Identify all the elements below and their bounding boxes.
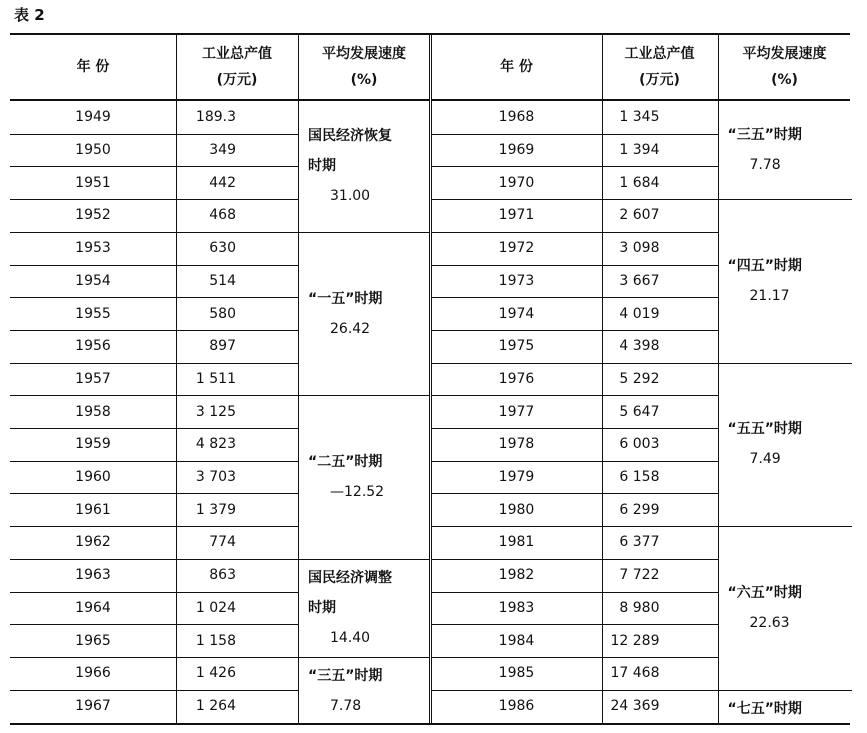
row-year: 1979 (498, 469, 535, 486)
period-divider (298, 395, 430, 396)
row-divider (432, 297, 718, 298)
row-output-value: 3 667 (619, 272, 660, 289)
period-cell (308, 447, 426, 507)
row-divider (432, 232, 718, 233)
period-divider (298, 559, 430, 560)
row-year: 1953 (75, 240, 111, 257)
row-output-value: 6 377 (619, 534, 660, 551)
row-divider (432, 461, 718, 462)
row-divider (432, 592, 718, 593)
row-divider (10, 592, 298, 593)
row-divider (432, 428, 718, 429)
period-rate: 31.00 (330, 188, 371, 205)
header-year-text: 年 份 (76, 59, 110, 75)
column-divider (298, 35, 299, 723)
row-divider (432, 559, 718, 560)
header-output-line2: (万元) (639, 72, 680, 88)
period-rate: 22.63 (749, 614, 790, 631)
row-output-value: 8 980 (619, 599, 660, 616)
period-cell (308, 121, 426, 211)
row-year: 1975 (498, 338, 535, 355)
row-output-value: 1 426 (195, 665, 236, 682)
row-output-value: 1 158 (195, 632, 236, 649)
row-divider (10, 395, 298, 396)
period-cell (728, 578, 848, 638)
row-year: 1950 (75, 142, 111, 159)
period-cell (728, 120, 848, 180)
row-year: 1958 (75, 403, 111, 420)
period-rate: —12.52 (330, 484, 385, 501)
row-divider (432, 330, 718, 331)
period-label: “七五”时期 (727, 700, 802, 717)
row-divider (432, 624, 718, 625)
row-year: 1976 (498, 370, 535, 387)
period-divider (718, 690, 852, 691)
period-divider (718, 526, 852, 527)
row-year: 1963 (75, 567, 111, 584)
row-divider (432, 493, 718, 494)
row-output-value: 3 703 (195, 469, 236, 486)
period-rate: 7.78 (330, 697, 362, 714)
row-output-value: 24 369 (610, 697, 660, 714)
row-divider (432, 134, 718, 135)
header-rate-line1: 平均发展速度 (322, 46, 406, 62)
row-divider (10, 461, 298, 462)
row-year: 1962 (75, 534, 111, 551)
row-divider (432, 395, 718, 396)
row-divider (10, 526, 298, 527)
row-output-value: 6 158 (619, 469, 660, 486)
period-divider (718, 199, 852, 200)
period-label: 国民经济恢复 时期 (308, 128, 392, 175)
row-output-value: 1 511 (195, 370, 236, 387)
row-year: 1973 (498, 272, 535, 289)
row-output-value: 1 345 (619, 109, 660, 126)
period-cell (308, 563, 426, 653)
table-caption: 表 2 (14, 6, 45, 24)
header-output-line1: 工业总产值 (624, 46, 695, 62)
period-rate: 21.17 (749, 287, 790, 304)
header-rate-line1: 平均发展速度 (742, 46, 827, 62)
period-rate: 7.78 (749, 157, 781, 174)
row-output-value: 349 (209, 142, 236, 159)
row-year: 1970 (498, 174, 535, 191)
row-divider (10, 232, 298, 233)
row-divider (10, 428, 298, 429)
industrial-output-table (10, 33, 850, 725)
period-label: “五五”时期 (727, 421, 802, 438)
row-year: 1981 (498, 534, 535, 551)
header-output (176, 35, 298, 99)
row-output-value: 468 (209, 207, 236, 224)
row-output-value: 6 299 (619, 501, 660, 518)
header-output-line1: 工业总产值 (202, 46, 272, 62)
header-rate (718, 35, 852, 99)
row-output-value: 1 684 (619, 174, 660, 191)
header-year-text: 年 份 (500, 59, 533, 75)
row-year: 1972 (498, 240, 535, 257)
row-output-value: 514 (209, 272, 236, 289)
row-output-value: 4 019 (619, 305, 660, 322)
row-year: 1986 (498, 697, 535, 714)
row-output-value: 4 398 (619, 338, 660, 355)
period-label: “三五”时期 (308, 667, 383, 684)
row-year: 1957 (75, 370, 111, 387)
period-rate: 14.40 (330, 629, 371, 646)
header-year (432, 35, 602, 99)
row-year: 1951 (75, 174, 111, 191)
row-year: 1959 (75, 436, 111, 453)
row-divider (10, 330, 298, 331)
period-cell (728, 694, 848, 724)
row-output-value: 1 264 (195, 697, 236, 714)
row-divider (432, 526, 718, 527)
row-divider (432, 690, 718, 691)
row-output-value: 630 (209, 240, 236, 257)
header-rate (298, 35, 430, 99)
row-output-value: 897 (209, 338, 236, 355)
row-output-value: 1 394 (619, 142, 660, 159)
row-year: 1961 (75, 501, 111, 518)
row-output-value: 1 379 (195, 501, 236, 518)
header-output-line2: (万元) (216, 72, 258, 88)
period-cell (308, 284, 426, 344)
row-year: 1949 (75, 109, 111, 126)
row-divider (10, 297, 298, 298)
row-year: 1985 (498, 665, 535, 682)
period-label: “三五”时期 (727, 127, 802, 144)
row-output-value: 2 607 (619, 207, 660, 224)
period-label: 国民经济调整 时期 (308, 569, 392, 616)
row-divider (10, 559, 298, 560)
row-output-value: 3 098 (619, 240, 660, 257)
row-divider (10, 166, 298, 167)
row-output-value: 6 003 (619, 436, 660, 453)
row-divider (10, 134, 298, 135)
row-divider (10, 624, 298, 625)
row-divider (10, 493, 298, 494)
row-year: 1965 (75, 632, 111, 649)
period-label: “一五”时期 (308, 290, 383, 307)
row-year: 1969 (498, 142, 535, 159)
row-year: 1964 (75, 599, 111, 616)
row-output-value: 12 289 (610, 632, 660, 649)
row-divider (432, 363, 718, 364)
row-divider (10, 199, 298, 200)
row-output-value: 5 647 (619, 403, 660, 420)
row-year: 1977 (498, 403, 535, 420)
row-output-value: 189.3 (195, 109, 236, 126)
period-label: “二五”时期 (308, 454, 383, 471)
table-left-half (10, 35, 429, 723)
period-cell (728, 414, 848, 474)
row-year: 1974 (498, 305, 535, 322)
row-year: 1954 (75, 272, 111, 289)
row-year: 1955 (75, 305, 111, 322)
row-output-value: 580 (209, 305, 236, 322)
row-divider (10, 657, 298, 658)
row-year: 1967 (75, 697, 111, 714)
row-year: 1978 (498, 436, 535, 453)
period-label: “六五”时期 (727, 584, 802, 601)
row-output-value: 4 823 (195, 436, 236, 453)
period-divider (298, 657, 430, 658)
row-year: 1984 (498, 632, 535, 649)
row-output-value: 863 (209, 567, 236, 584)
row-year: 1966 (75, 665, 111, 682)
row-divider (432, 166, 718, 167)
period-divider (718, 363, 852, 364)
row-divider (432, 199, 718, 200)
row-output-value: 3 125 (195, 403, 236, 420)
row-output-value: 774 (209, 534, 236, 551)
period-rate: 26.42 (330, 320, 371, 337)
row-year: 1960 (75, 469, 111, 486)
period-cell (728, 251, 848, 311)
row-divider (10, 690, 298, 691)
period-rate: 7.49 (749, 451, 781, 468)
row-divider (10, 363, 298, 364)
row-year: 1983 (498, 599, 535, 616)
header-year (10, 35, 176, 99)
header-output (602, 35, 718, 99)
row-output-value: 5 292 (619, 370, 660, 387)
row-output-value: 1 024 (195, 599, 236, 616)
row-divider (432, 265, 718, 266)
row-year: 1971 (498, 207, 535, 224)
header-rate-line2: (%) (350, 72, 378, 88)
header-rate-line2: (%) (771, 72, 798, 88)
row-output-value: 442 (209, 174, 236, 191)
period-divider (298, 232, 430, 233)
row-divider (432, 657, 718, 658)
period-cell (308, 661, 426, 721)
row-year: 1982 (498, 567, 535, 584)
column-divider (718, 35, 719, 723)
row-year: 1980 (498, 501, 535, 518)
table-right-half (429, 35, 851, 723)
row-output-value: 17 468 (610, 665, 660, 682)
row-year: 1968 (498, 109, 535, 126)
row-output-value: 7 722 (619, 567, 660, 584)
row-year: 1952 (75, 207, 111, 224)
row-divider (10, 265, 298, 266)
row-year: 1956 (75, 338, 111, 355)
period-label: “四五”时期 (727, 257, 802, 274)
